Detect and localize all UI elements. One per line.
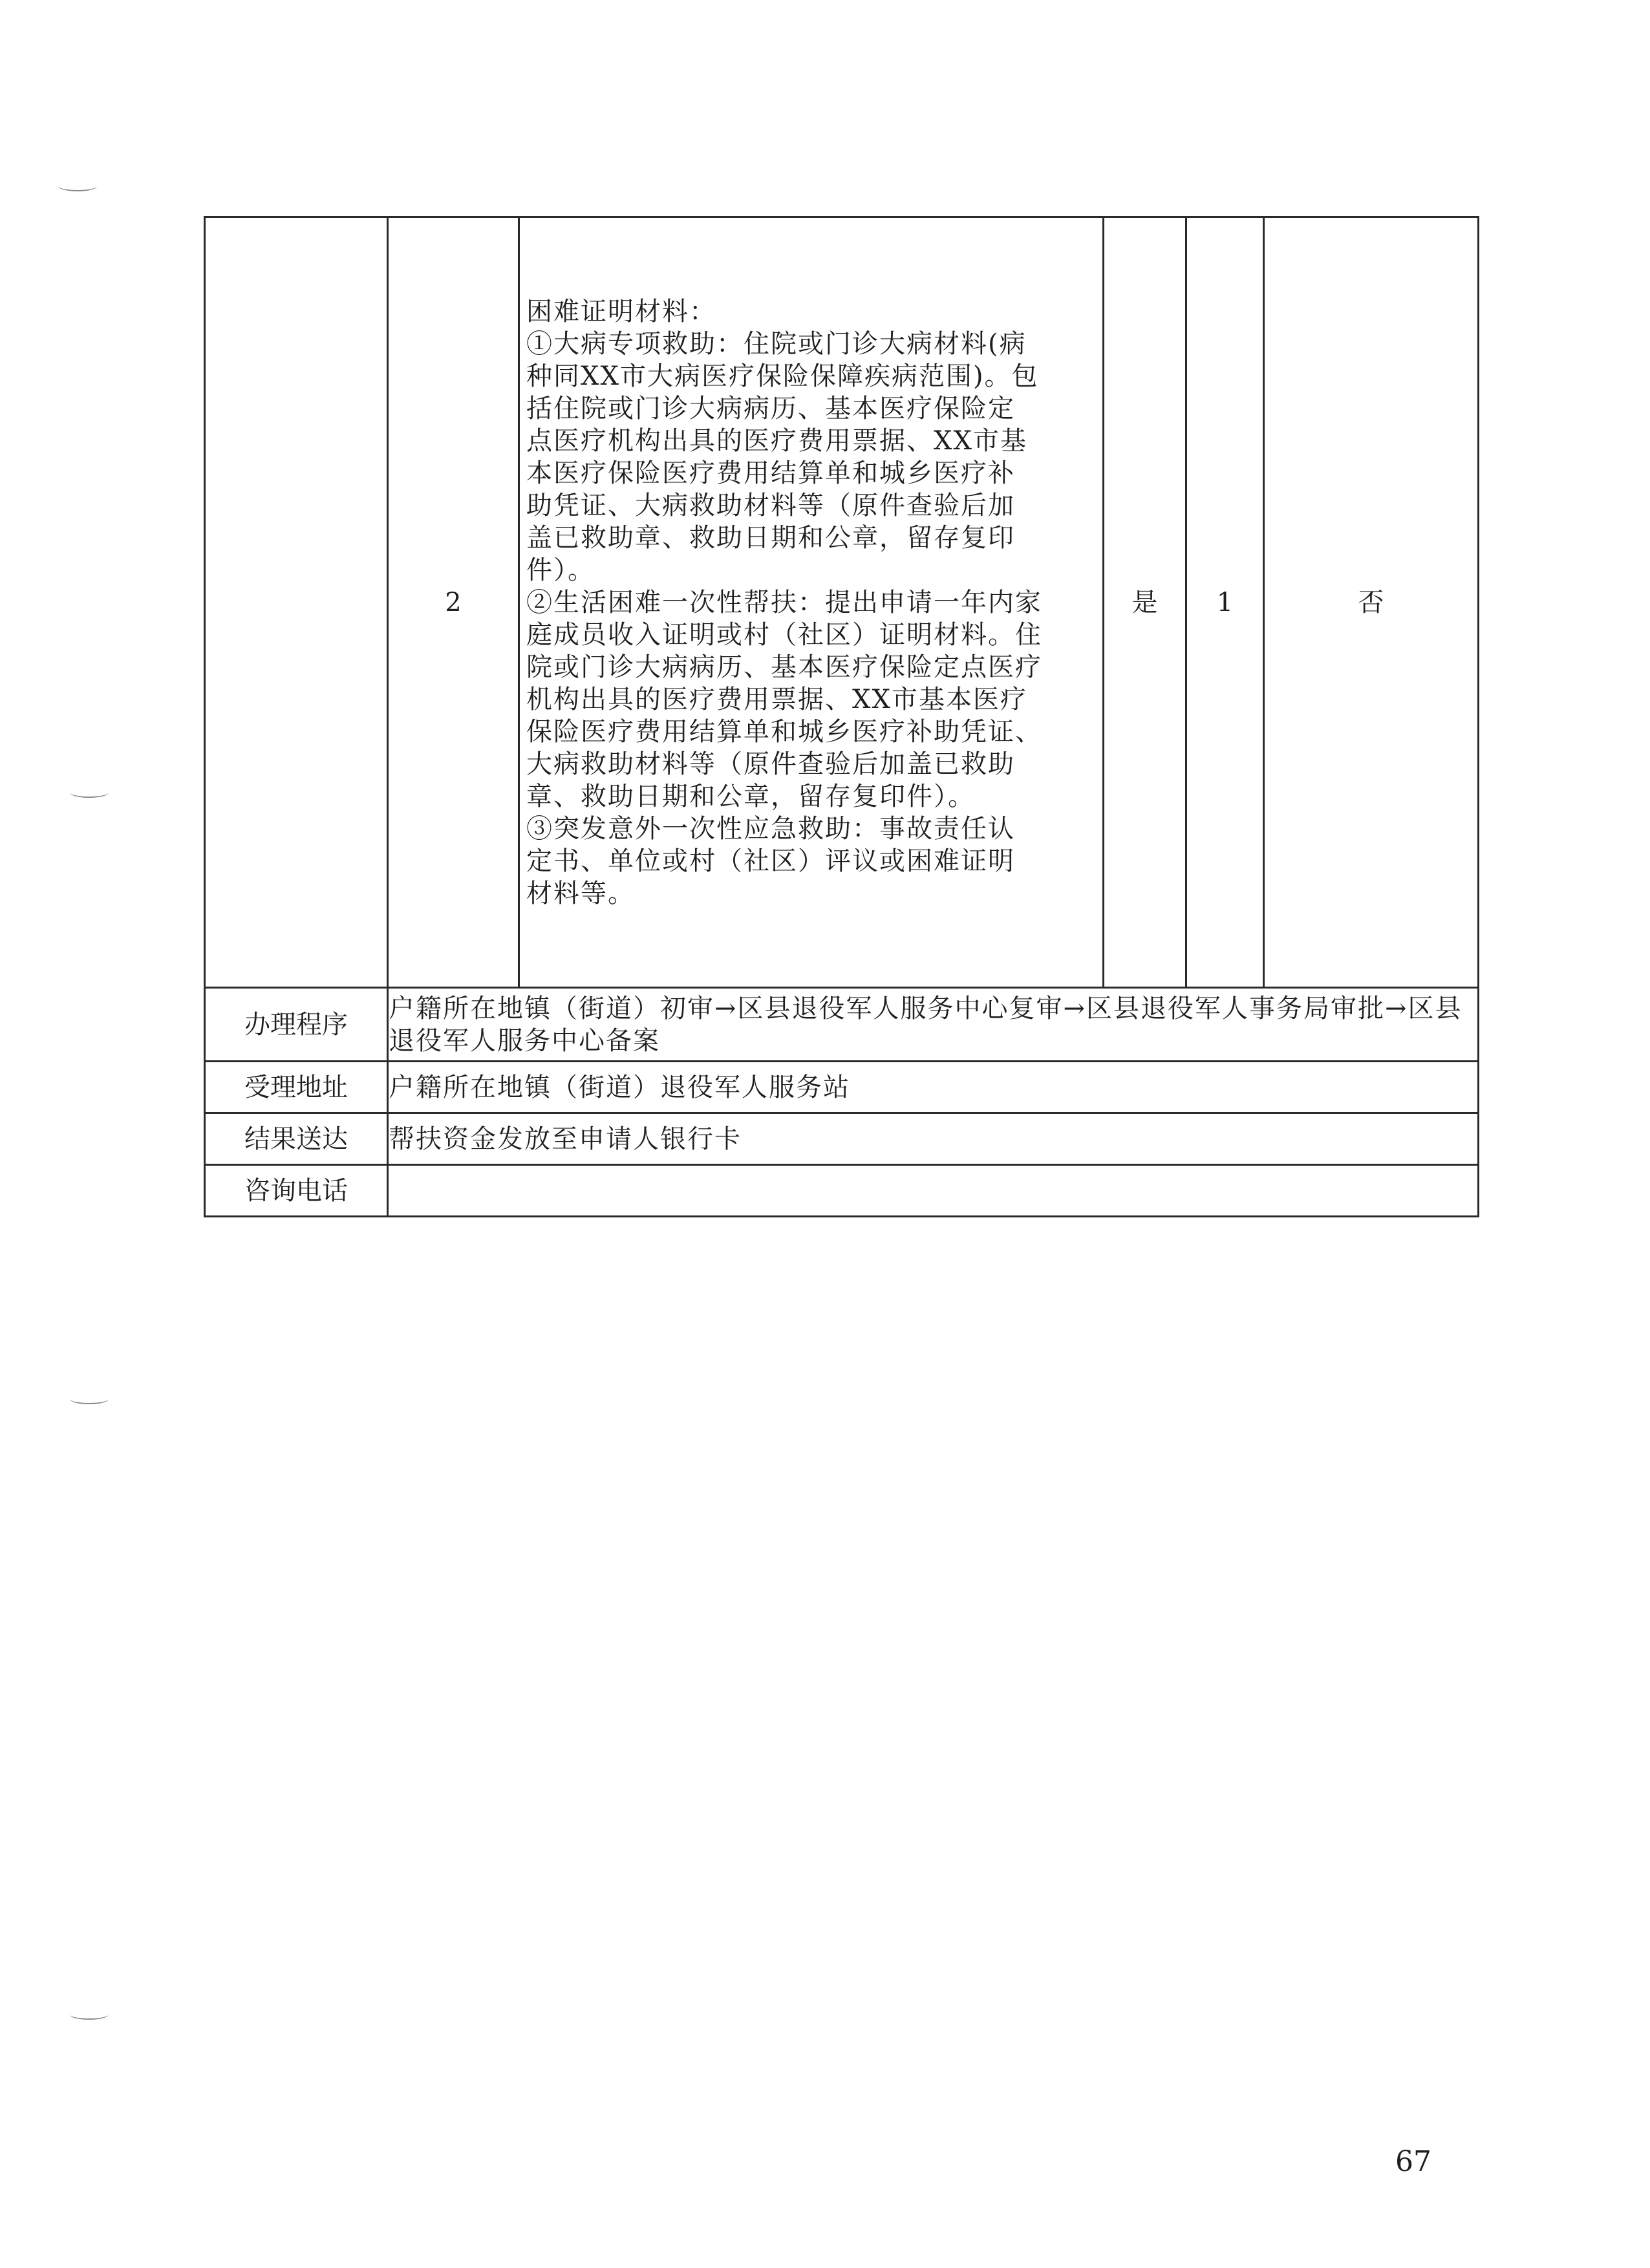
- material-row: [205, 217, 1479, 988]
- material-line: ③突发意外一次性应急救助：事故责任认: [526, 813, 1015, 844]
- material-line: ①大病专项救助：住院或门诊大病材料(病: [526, 328, 1027, 359]
- material-line: 困难证明材料：: [526, 296, 716, 326]
- info-row: [205, 1062, 1479, 1113]
- info-label: 受理地址: [205, 1062, 388, 1113]
- material-line: 种同XX市大病医疗保险保障疾病范围)。包: [526, 361, 1039, 391]
- material-line: 院或门诊大病病历、基本医疗保险定点医疗: [526, 652, 1042, 682]
- material-line: 盖已救助章、救助日期和公章，留存复印: [526, 522, 1015, 553]
- material-line: 件）。: [526, 555, 595, 585]
- info-row: [205, 1165, 1479, 1217]
- material-line: ②生活困难一次性帮扶：提出申请一年内家: [526, 587, 1042, 617]
- required-flag: 是: [1104, 217, 1186, 988]
- binding-hole-mark: [58, 181, 97, 191]
- info-value: 户籍所在地镇（街道）初审→区县退役军人服务中心复审→区县退役军人事务局审批→区县退役军人服务中心备案: [388, 988, 1479, 1062]
- material-line: 点医疗机构出具的医疗费用票据、XX市基: [526, 425, 1027, 456]
- material-line: 定书、单位或村（社区）评议或困难证明: [526, 846, 1015, 876]
- info-label: 咨询电话: [205, 1165, 388, 1217]
- materials-table: [204, 216, 1479, 1217]
- copies-count: 1: [1186, 217, 1264, 988]
- binding-hole-mark: [70, 787, 109, 798]
- material-line: 本医疗保险医疗费用结算单和城乡医疗补: [526, 458, 1015, 488]
- info-label: 结果送达: [205, 1113, 388, 1165]
- material-line: 括住院或门诊大病病历、基本医疗保险定: [526, 393, 1015, 423]
- binding-hole-mark: [70, 1394, 109, 1404]
- info-value: [388, 1165, 1479, 1217]
- binding-hole-mark: [70, 2009, 109, 2020]
- info-row: [205, 988, 1479, 1062]
- info-row: [205, 1113, 1479, 1165]
- material-line: 大病救助材料等（原件查验后加盖已救助: [526, 749, 1015, 779]
- material-lines: [522, 295, 1100, 910]
- material-line: 材料等。: [526, 878, 635, 908]
- blank-cell: [205, 217, 388, 988]
- info-value: 帮扶资金发放至申请人银行卡: [388, 1113, 1479, 1165]
- material-line: 章、救助日期和公章，留存复印件）。: [526, 781, 975, 811]
- info-label: 办理程序: [205, 988, 388, 1062]
- material-index: 2: [388, 217, 519, 988]
- electronic-flag: 否: [1264, 217, 1479, 988]
- material-line: 保险医疗费用结算单和城乡医疗补助凭证、: [526, 716, 1042, 747]
- material-line: 机构出具的医疗费用票据、XX市基本医疗: [526, 684, 1027, 714]
- material-description: [519, 217, 1104, 988]
- info-value: 户籍所在地镇（街道）退役军人服务站: [388, 1062, 1479, 1113]
- material-line: 助凭证、大病救助材料等（原件查验后加: [526, 490, 1015, 520]
- material-line: 庭成员收入证明或村（社区）证明材料。住: [526, 619, 1042, 650]
- page-number: 67: [1395, 2145, 1431, 2178]
